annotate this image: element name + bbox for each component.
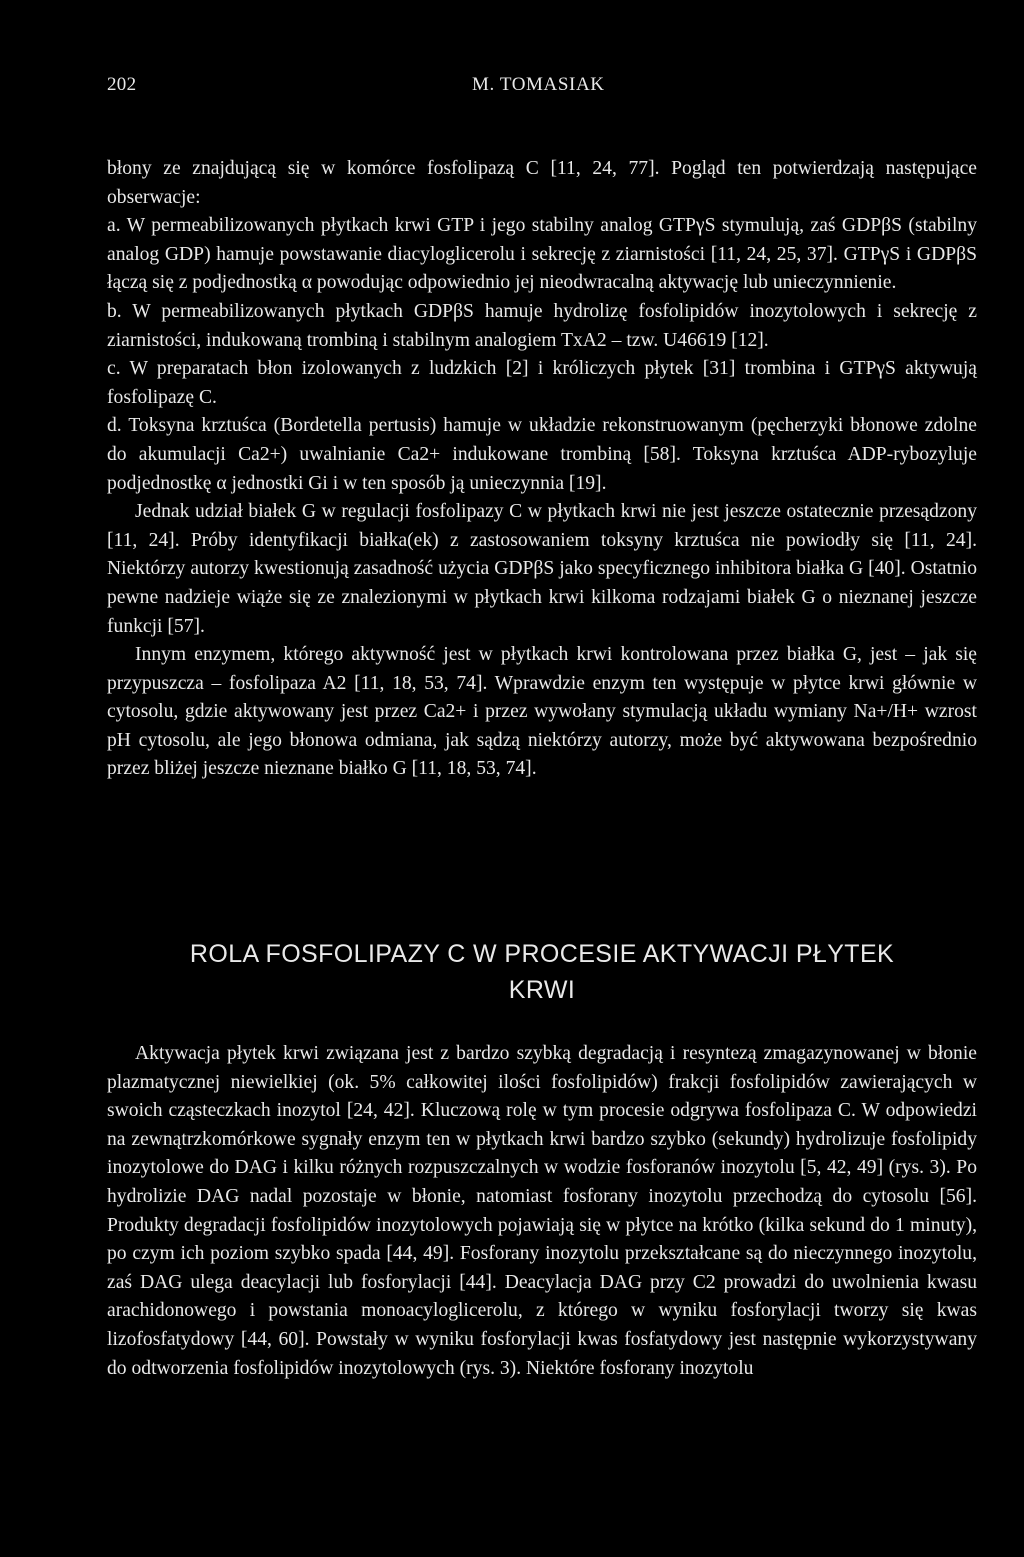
body-text	[107, 155, 977, 784]
paragraph-item-c: c. W preparatach błon izolowanych z ludzkich [2] i króliczych płytek [31] trombina i GTPγS aktywują fosfolipazę C.	[107, 358, 977, 408]
paragraph-item-b: b. W permeabilizowanych płytkach GDPβS hamuje hydrolizę fosfolipidów inozytolowych i sekrecję z ziarnistości, indukowaną trombiną i stabilnym analogiem TxA2 – tzw. U46619 [12].	[107, 300, 977, 351]
running-head: M. TOMASIAK	[472, 74, 605, 95]
page-number: 202	[107, 74, 137, 95]
paragraph-item-a: a. W permeabilizowanych płytkach krwi GTP i jego stabilny analog GTPγS stymulują, zaś GDPβS (stabilny analog GDP) hamuje powstawanie diacyloglicerolu i sekrecję z ziarnistości [11, 24, 25, 37]. GTPγS i GDPβS łączą się z podjednostką α powodując odpowiednio jej nieodwracalną aktywację lub unieczynnienie.	[107, 215, 977, 294]
paragraph-item-d: d. Toksyna krztuśca (Bordetella pertusis) hamuje w układzie rekonstruowanym (pęcherzyki błonowe zdolne do akumulacji Ca2+) uwalnianie Ca2+ indukowane trombiną [58]. Toksyna krztuśca ADP-rybozyluje podjednostkę α jednostki Gi i w ten sposób ją unieczynnia [19].	[107, 415, 977, 494]
page-header	[107, 74, 975, 102]
section-body	[107, 1040, 977, 1383]
section-heading	[107, 936, 977, 1008]
paragraph-phospholipase-a2: Innym enzymem, którego aktywność jest w płytkach krwi kontrolowana przez białka G, jest – jak się przypuszcza – fosfolipaza A2 [11, 18, 53, 74]. Wprawdzie enzym ten występuje w płytce krwi głównie w cytosolu, gdzie aktywowany jest przez Ca2+ i przez wywołany stymulacją układu wymiany Na+/H+ wzrost pH cytosolu, ale jego błonowa odmiana, jak sądzą niektórzy autorzy, może być aktywowana bezpośrednio przez bliżej jeszcze nieznane białko G [11, 18, 53, 74].	[107, 644, 977, 780]
section-heading-line-1: ROLA FOSFOLIPAZY C W PROCESIE AKTYWACJI PŁYTEK	[189, 940, 895, 968]
paragraph-g-proteins: Jednak udział białek G w regulacji fosfolipazy C w płytkach krwi nie jest jeszcze ostatecznie przesądzony [11, 24]. Próby identyfikacji białka(ek) z zastosowaniem toksyny krztuśca nie powiodły się [11, 24]. Niektórzy autorzy kwestionują zasadność użycia GDPβS jako specyficznego inhibitora białka G [40]. Ostatnio pewne nadzieje wiąże się ze znalezionymi w płytkach krwi kilkoma rodzajami białek G o nieznanej jeszcze funkcji [57].	[107, 501, 977, 637]
section-heading-line-2: KRWI	[508, 976, 576, 1004]
paragraph-intro: błony ze znajdującą się w komórce fosfolipazą C [11, 24, 77]. Pogląd ten potwierdzają następujące obserwacje:	[107, 158, 977, 208]
section-paragraph: Aktywacja płytek krwi związana jest z bardzo szybką degradacją i resyntezą zmagazynowanej w błonie plazmatycznej niewielkiej (ok. 5% całkowitej ilości fosfolipidów) frakcji fosfolipidów zawierających w swoich cząsteczkach inozytol [24, 42]. Kluczową rolę w tym procesie odgrywa fosfolipaza C. W odpowiedzi na zewnątrzkomórkowe sygnały enzym ten w płytkach krwi bardzo szybko (sekundy) hydrolizuje fosfolipidy inozytolowe do DAG i kilku różnych rozpuszczalnych w wodzie fosforanów inozytolu [5, 42, 49] (rys. 3). Po hydrolizie DAG nadal pozostaje w błonie, natomiast fosforany inozytolu przechodzą do cytosolu [56]. Produkty degradacji fosfolipidów inozytolowych pojawiają się w płytce na krótko (kilka sekund do 1 minuty), po czym ich poziom szybko spada [44, 49]. Fosforany inozytolu przekształcane są do nieczynnego inozytolu, zaś DAG ulega deacylacji lub fosforylacji [44]. Deacylacja DAG przy C2 prowadzi do uwolnienia kwasu arachidonowego i powstania monoacyloglicerolu, z którego w wyniku fosforylacji tworzy się kwas lizofosfatydowy [44, 60]. Powstały w wyniku fosforylacji kwas fosfatydowy jest następnie wykorzystywany do odtworzenia fosfolipidów inozytolowych (rys. 3). Niektóre fosforany inozytolu	[107, 1043, 977, 1379]
